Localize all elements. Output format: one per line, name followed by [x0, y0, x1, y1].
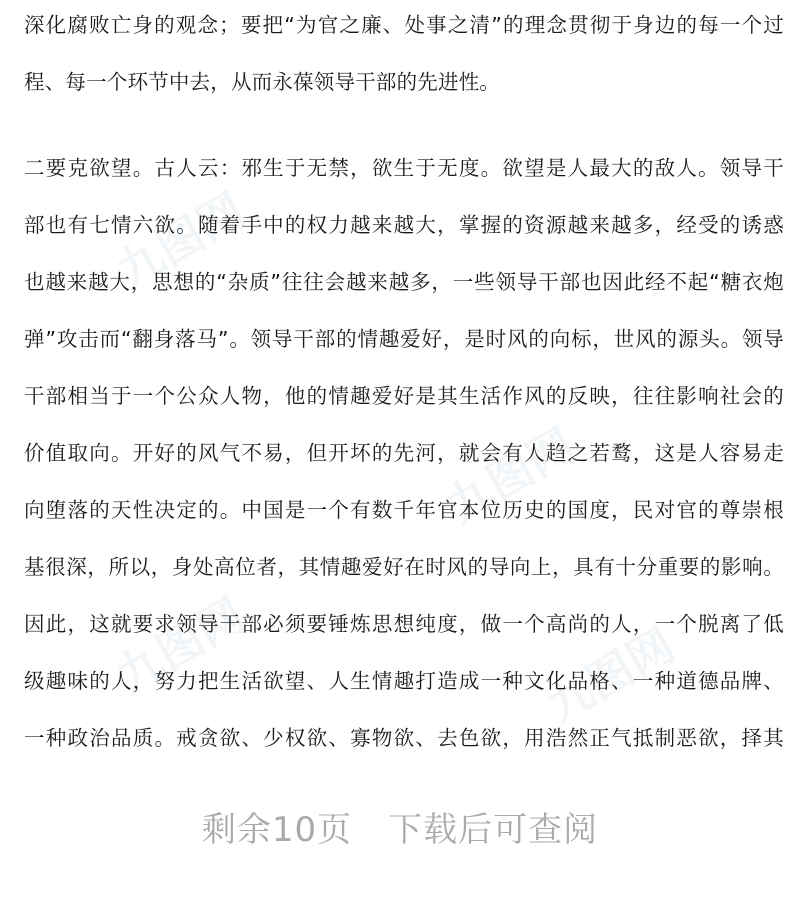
text-line: 二要克欲望。古人云：邪生于无禁，欲生于无度。欲望是人最大的敌人。领导干 — [24, 156, 784, 180]
watermark-logo: 九图网 — [537, 617, 684, 734]
watermark-logo: 九图网 — [107, 182, 254, 299]
text-line: 基很深，所以，身处高位者，其情趣爱好在时风的导向上，具有十分重要的影响。 — [24, 555, 784, 579]
download-to-read-more-button[interactable] — [0, 805, 800, 855]
text-line: 干部相当于一个公众人物，他的情趣爱好是其生活作风的反映，往往影响社会的 — [24, 384, 784, 408]
text-line: 价值取向。开好的风气不易，但开坏的先河，就会有人趋之若鹜，这是人容易走 — [24, 441, 784, 465]
remaining-pages-label: 剩余10页 — [201, 810, 353, 850]
watermark-logo: 九图网 — [437, 417, 584, 534]
watermark-logo: 九图网 — [107, 587, 254, 704]
text-line: 深化腐败亡身的观念；要把“为官之廉、处事之清”的理念贯彻于身边的每一个过 — [24, 13, 784, 37]
text-line: 弹”攻击而“翻身落马”。领导干部的情趣爱好，是时风的向标，世风的源头。领导 — [24, 327, 784, 351]
text-line: 程、每一个环节中去，从而永葆领导干部的先进性。 — [24, 70, 501, 94]
text-line: 一种政治品质。戒贪欲、少权欲、寡物欲、去色欲，用浩然正气抵制恶欲，择其 — [24, 726, 784, 750]
text-line: 部也有七情六欲。随着手中的权力越来越大，掌握的资源越来越多，经受的诱惑 — [24, 213, 784, 237]
text-line: 也越来越大，思想的“杂质”往往会越来越多，一些领导干部也因此经不起“糖衣炮 — [24, 270, 784, 294]
text-line: 因此，这就要求领导干部必须要锤炼思想纯度，做一个高尚的人，一个脱离了低 — [24, 612, 784, 636]
download-prompt-label: 下载后可查阅 — [388, 810, 599, 850]
text-line: 向堕落的天性决定的。中国是一个有数千年官本位历史的国度，民对官的尊崇根 — [24, 498, 784, 522]
text-line: 级趣味的人，努力把生活欲望、人生情趣打造成一种文化品格、一种道德品牌、 — [24, 669, 784, 693]
